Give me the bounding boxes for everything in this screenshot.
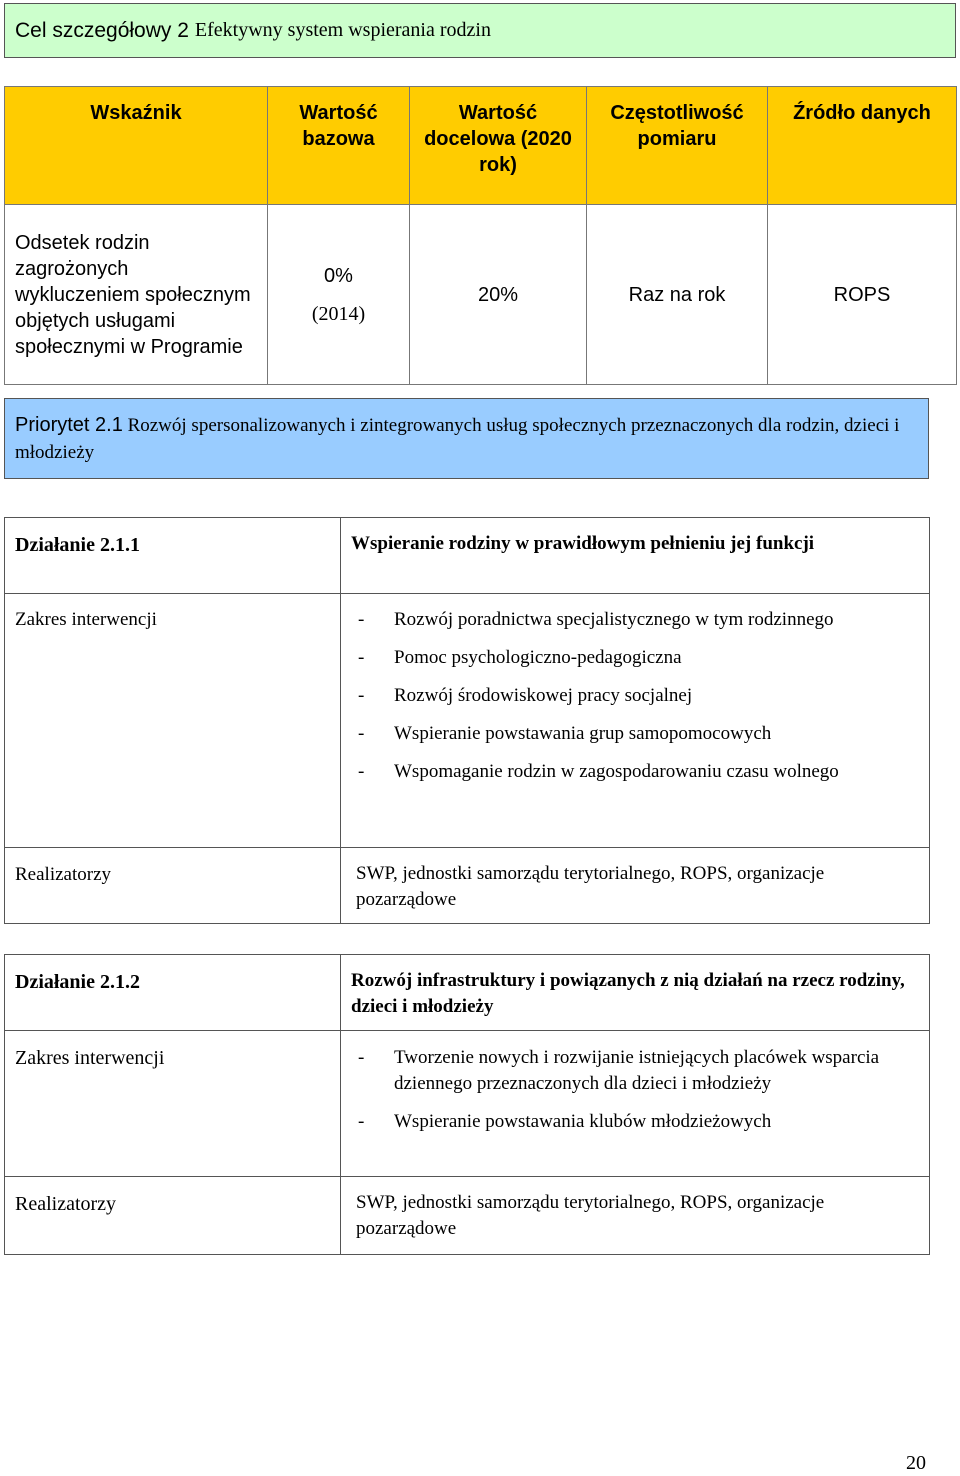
list-item: - Tworzenie nowych i rozwijanie istniejących placówek wsparcia dziennego przeznaczonych dla dzieci i młodzieży: [351, 1045, 919, 1097]
header-indicator: Wskaźnik: [5, 87, 268, 205]
implementers-value: SWP, jednostki samorządu terytorialnego, ROPS, organizacje pozarządowe: [341, 1177, 930, 1255]
list-item: - Wspieranie powstawania grup samopomocowych: [351, 721, 919, 747]
indicator-table: [4, 86, 957, 385]
indicator-header-row: [5, 87, 957, 205]
header-target-value: Wartość docelowa (2020 rok): [410, 87, 587, 205]
source-value: ROPS: [768, 205, 957, 385]
indicator-name: Odsetek rodzin zagrożonych wykluczeniem społecznym objętych usługami społecznymi w Programie: [5, 205, 268, 385]
goal-label: Cel szczegółowy 2: [15, 18, 189, 42]
priority-label: Priorytet 2.1: [15, 414, 123, 436]
scope-cell: [341, 594, 930, 848]
action-table-1: [4, 517, 930, 924]
action-code: Działanie 2.1.2: [5, 955, 341, 1031]
scope-label: Zakres interwencji: [5, 1031, 341, 1177]
scope-list: [351, 607, 919, 785]
scope-row: [5, 594, 930, 848]
indicator-row: [5, 205, 957, 385]
implementers-value: SWP, jednostki samorządu terytorialnego, ROPS, organizacje pozarządowe: [341, 848, 930, 924]
scope-list: [351, 1045, 919, 1135]
action-title: Rozwój infrastruktury i powiązanych z nią działań na rzecz rodziny, dzieci i młodzieży: [341, 955, 930, 1031]
base-value-cell: [268, 205, 410, 385]
implementers-label: Realizatorzy: [5, 848, 341, 924]
scope-label: Zakres interwencji: [5, 594, 341, 848]
list-item: - Rozwój środowiskowej pracy socjalnej: [351, 683, 919, 709]
header-frequency: Częstotliwość pomiaru: [587, 87, 768, 205]
priority-text: Rozwój spersonalizowanych i zintegrowanych usług społecznych przeznaczonych dla rodzin, dzieci i młodzieży: [15, 415, 900, 463]
page-number: 20: [906, 1452, 926, 1474]
implementers-row: [5, 1177, 930, 1255]
goal-header: [4, 3, 956, 58]
action-table-2: [4, 954, 930, 1255]
target-value: 20%: [410, 205, 587, 385]
base-value: 0%: [324, 264, 353, 287]
scope-cell: [341, 1031, 930, 1177]
implementers-row: [5, 848, 930, 924]
action-code: Działanie 2.1.1: [5, 518, 341, 594]
list-item: - Wspomaganie rodzin w zagospodarowaniu czasu wolnego: [351, 759, 919, 785]
header-source: Źródło danych: [768, 87, 957, 205]
list-item: - Pomoc psychologiczno-pedagogiczna: [351, 645, 919, 671]
scope-row: [5, 1031, 930, 1177]
list-item: - Wspieranie powstawania klubów młodzieżowych: [351, 1109, 919, 1135]
base-year: (2014): [311, 302, 366, 325]
list-item: - Rozwój poradnictwa specjalistycznego w tym rodzinnego: [351, 607, 919, 633]
implementers-label: Realizatorzy: [5, 1177, 341, 1255]
action-header-row: [5, 518, 930, 594]
action-header-row: [5, 955, 930, 1031]
goal-title: Efektywny system wspierania rodzin: [194, 19, 491, 41]
priority-box: [4, 398, 929, 479]
action-title: Wspieranie rodziny w prawidłowym pełnieniu jej funkcji: [341, 518, 930, 594]
frequency-value: Raz na rok: [587, 205, 768, 385]
header-base-value: Wartość bazowa: [268, 87, 410, 205]
